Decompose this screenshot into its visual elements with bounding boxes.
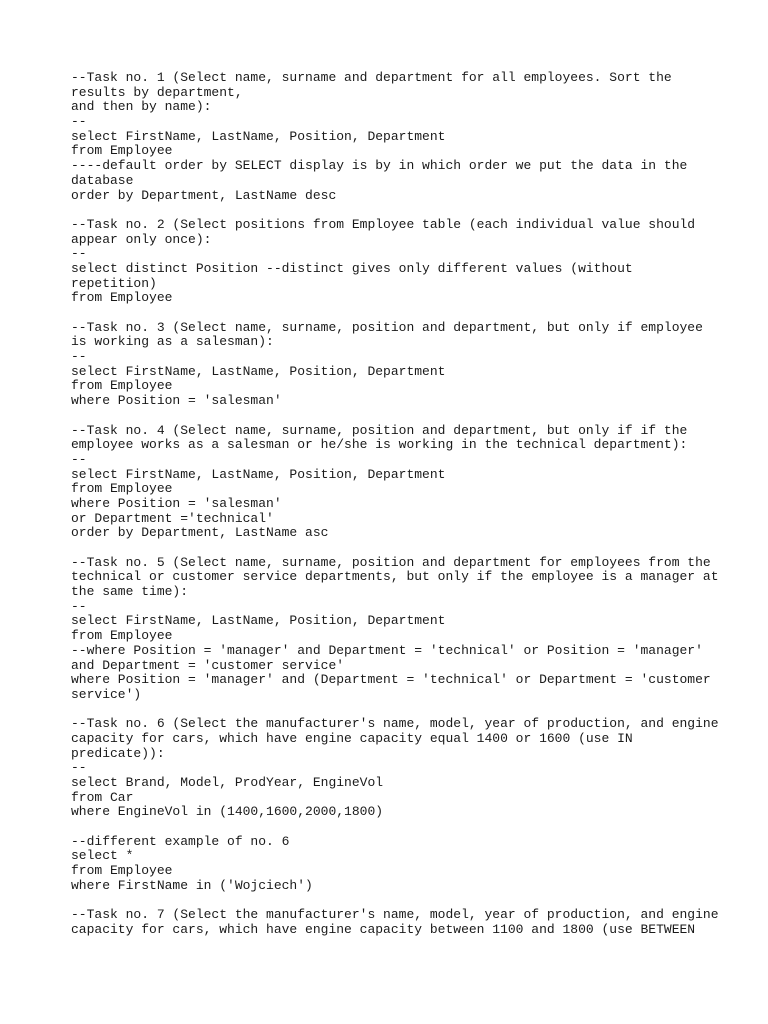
code-line: where Position = 'salesman' [71, 495, 282, 511]
code-line: --Task no. 3 (Select name, surname, position and department, but only if employee [71, 319, 703, 335]
code-line: database [71, 172, 134, 188]
code-line: --Task no. 6 (Select the manufacturer's name, model, year of production, and engine [71, 716, 719, 732]
code-line: from Employee [71, 481, 173, 497]
code-line: and Department = 'customer service' [71, 657, 345, 673]
code-line: order by Department, LastName asc [71, 525, 329, 541]
code-line: where Position = 'salesman' [71, 393, 282, 409]
code-line: -- [71, 114, 87, 130]
code-line: repetition) [71, 275, 157, 291]
code-line: --different example of no. 6 [71, 833, 290, 849]
code-line: the same time): [71, 584, 189, 600]
code-line: from Employee [71, 628, 173, 644]
code-line: from Car [71, 789, 134, 805]
code-block-task-5 [71, 554, 719, 703]
code-block-task-2 [71, 218, 711, 306]
code-line: -- [71, 598, 87, 614]
code-line: capacity for cars, which have engine capacity equal 1400 or 1600 (use IN [71, 730, 633, 746]
code-line: select FirstName, LastName, Position, Department [71, 613, 446, 629]
code-line: select * [71, 848, 134, 864]
code-block-task-6 [71, 716, 719, 820]
code-line: from Employee [71, 290, 173, 306]
code-line: and then by name): [71, 99, 212, 115]
code-line: select FirstName, LastName, Position, Department [71, 466, 446, 482]
code-line: --Task no. 1 (Select name, surname and department for all employees. Sort the [71, 70, 672, 85]
code-block-task-1 [71, 71, 711, 203]
code-line: order by Department, LastName desc [71, 187, 337, 203]
code-line: capacity for cars, which have engine capacity between 1100 and 1800 (use BETWEEN [71, 921, 696, 937]
code-line: technical or customer service departments, but only if the employee is a manager at [71, 569, 719, 585]
code-block-example-6 [71, 835, 711, 894]
code-line: appear only once): [71, 231, 212, 247]
document-page [71, 70, 719, 952]
code-line: predicate)): [71, 745, 165, 761]
code-line: where EngineVol in (1400,1600,2000,1800) [71, 804, 384, 820]
code-line: select Brand, Model, ProdYear, EngineVol [71, 775, 384, 790]
code-line: where FirstName in ('Wojciech') [71, 877, 313, 893]
code-line: results by department, [71, 84, 243, 100]
code-block-task-4 [71, 424, 711, 542]
code-line: select FirstName, LastName, Position, Department [71, 128, 446, 144]
code-line: service') [71, 686, 142, 702]
code-line: --where Position = 'manager' and Department = 'technical' or Position = 'manager' [71, 642, 703, 658]
code-line: -- [71, 349, 87, 365]
code-line: from Employee [71, 863, 173, 879]
code-line: --Task no. 7 (Select the manufacturer's name, model, year of production, and engine [71, 907, 719, 923]
code-line: -- [71, 760, 87, 776]
code-line: or Department ='technical' [71, 510, 274, 526]
code-line: employee works as a salesman or he/she is working in the technical department): [71, 437, 688, 453]
code-line: select FirstName, LastName, Position, Department [71, 363, 446, 379]
code-line: -- [71, 451, 87, 467]
code-line: ----default order by SELECT display is by in which order we put the data in the [71, 158, 688, 174]
code-line: is working as a salesman): [71, 334, 274, 350]
code-block-task-3 [71, 321, 711, 409]
code-line: --Task no. 4 (Select name, surname, position and department, but only if if the [71, 422, 688, 438]
code-line: where Position = 'manager' and (Department = 'technical' or Department = 'customer [71, 672, 711, 688]
code-line: --Task no. 5 (Select name, surname, position and department for employees from the [71, 554, 711, 570]
code-line: select distinct Position --distinct gives only different values (without [71, 260, 633, 276]
code-line: from Employee [71, 143, 173, 159]
code-line: from Employee [71, 378, 173, 394]
code-line: -- [71, 246, 87, 262]
code-line: --Task no. 2 (Select positions from Employee table (each individual value should [71, 216, 696, 232]
code-block-task-7 [71, 907, 719, 937]
